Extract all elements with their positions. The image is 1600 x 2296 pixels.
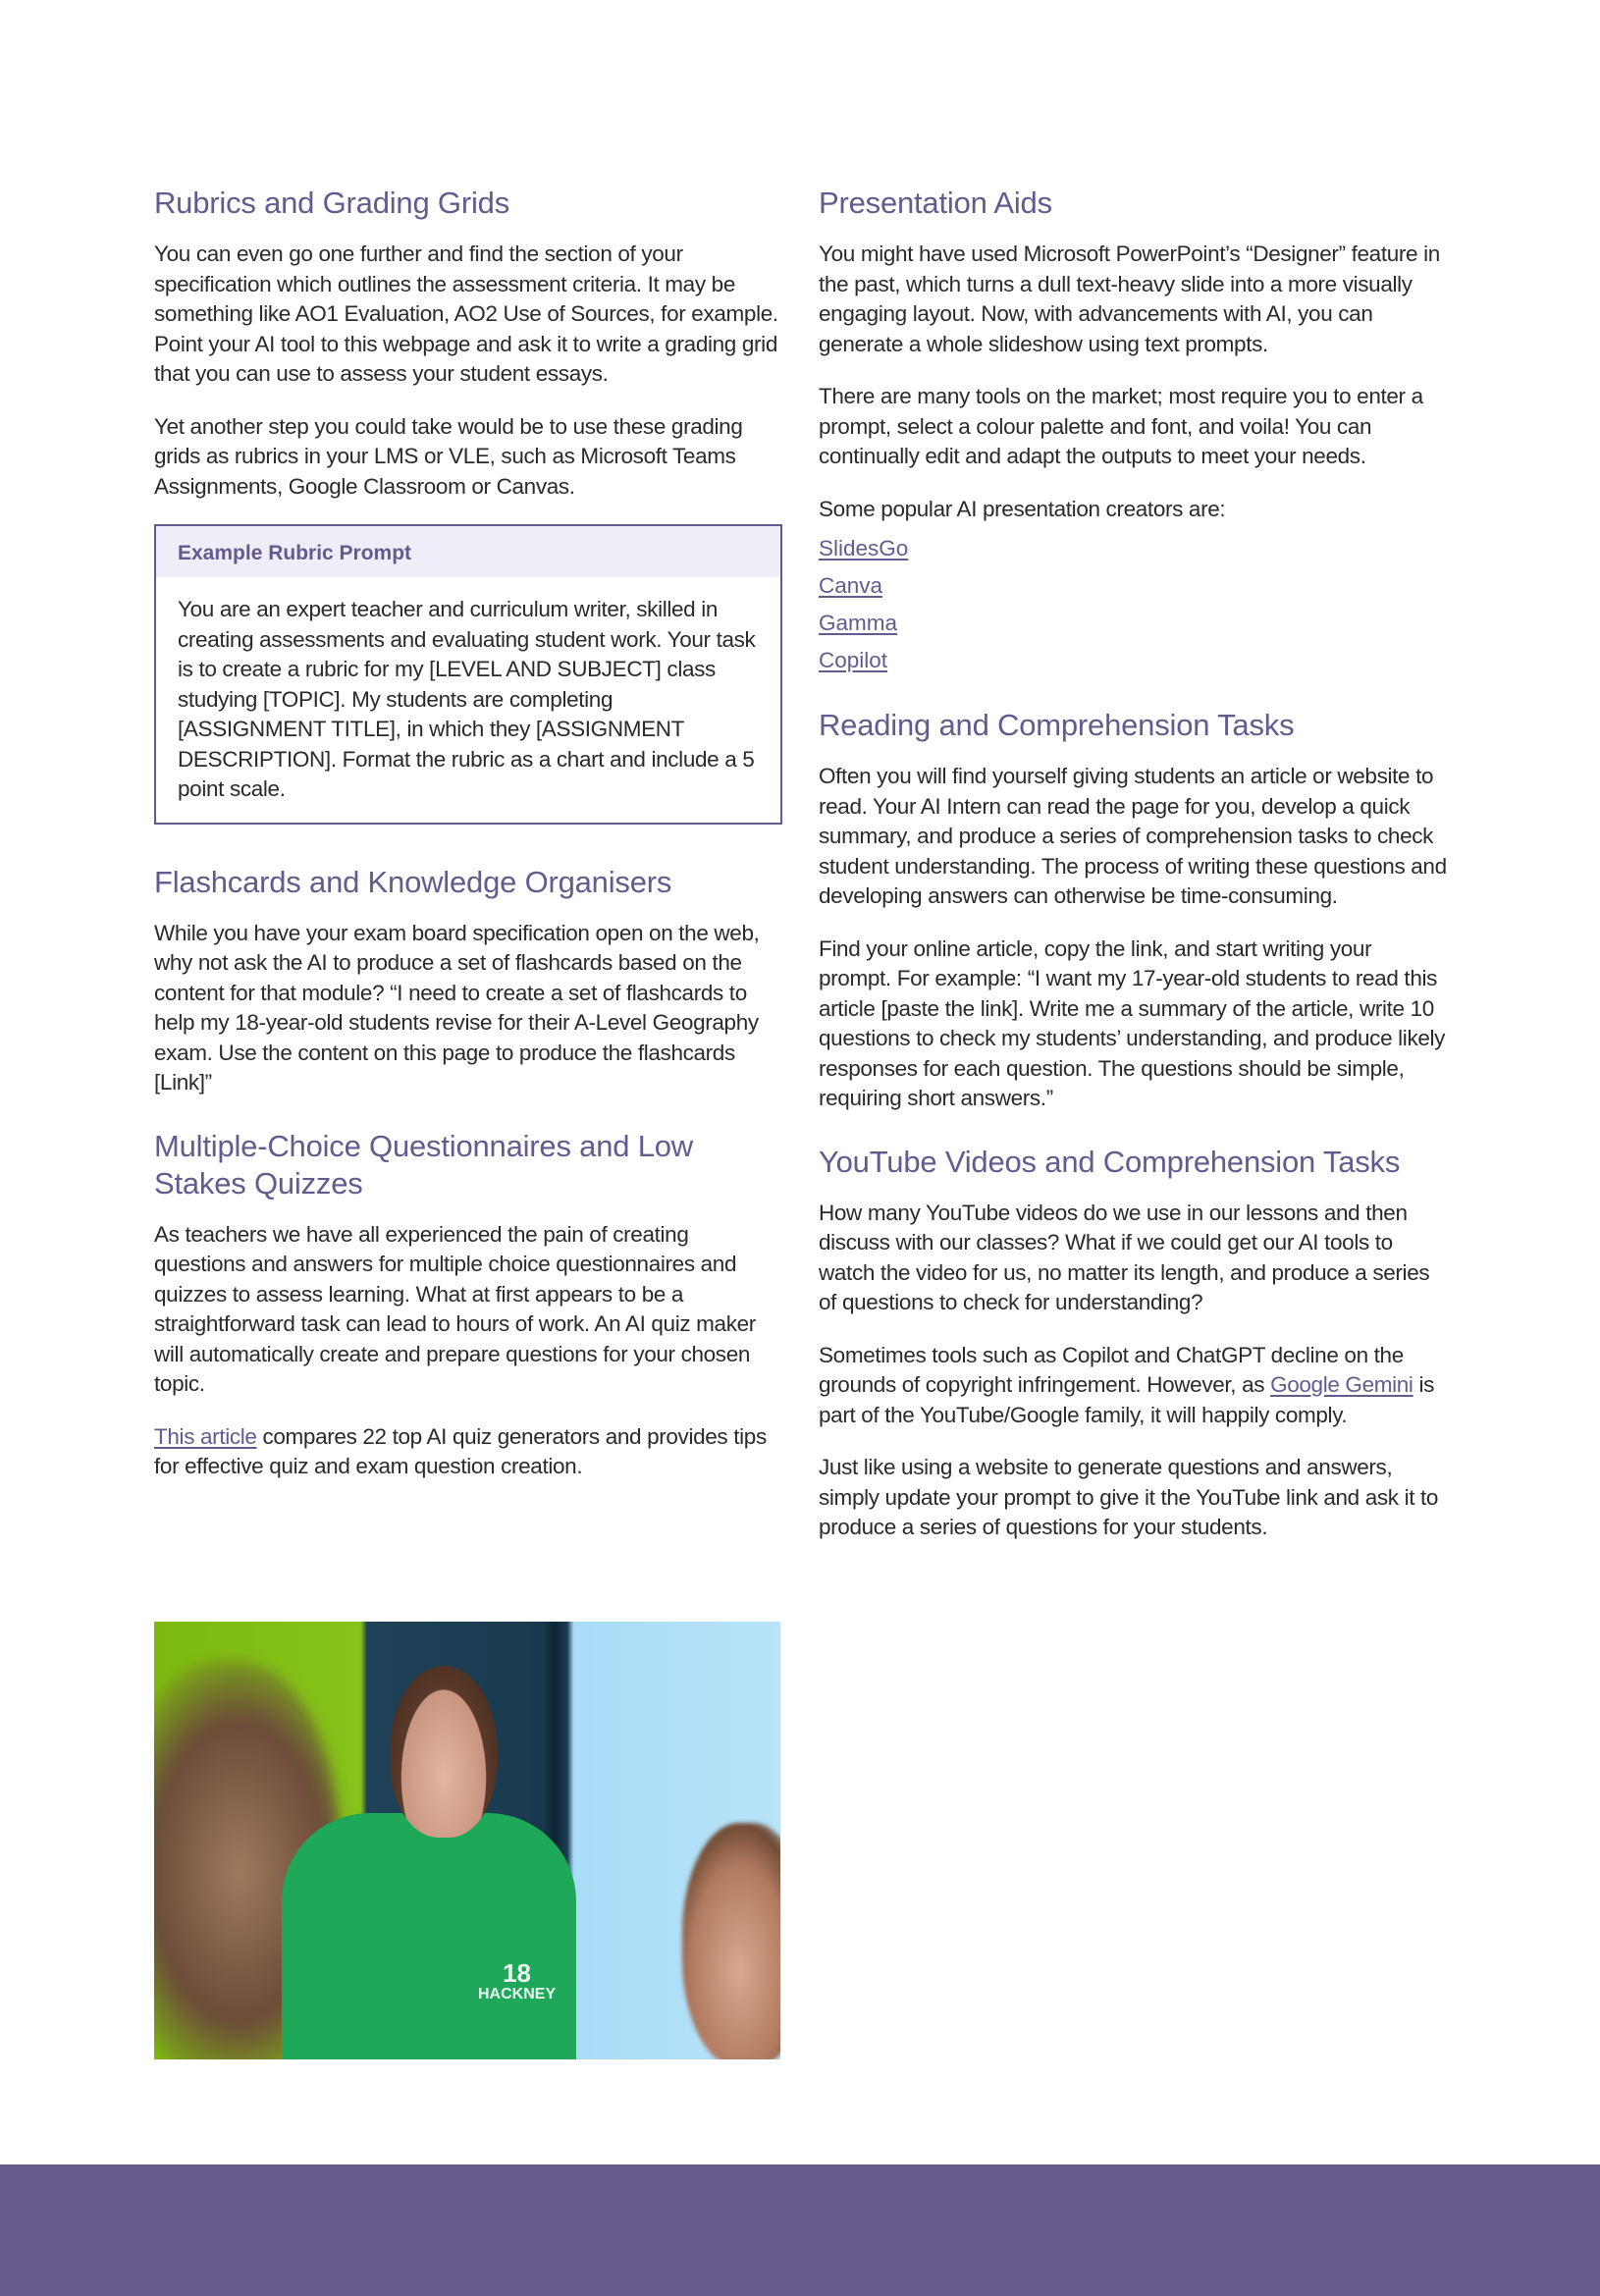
section-rubrics	[154, 185, 782, 825]
hoodie-print	[478, 1960, 556, 2003]
mcq-paragraph-1: As teachers we have all experienced the pain of creating questions and answers for multiple choice questionnaires and quizzes to assess learning. What at first appears to be a straightforward task can lead to hours of work. An AI quiz maker will automatically create and prepare questions for your chosen topic.	[154, 1221, 756, 1396]
student-photo	[154, 1622, 780, 2059]
youtube-paragraph-2-start: Sometimes tools such as Copilot and ChatGPT decline on the grounds of copyright infringement. However, as	[819, 1342, 1404, 1397]
list-item	[819, 605, 1447, 642]
section-youtube	[819, 1144, 1447, 1543]
youtube-paragraph-3: Just like using a website to generate questions and answers, simply update your prompt to give it the YouTube link and ask it to produce a series of questions for your students.	[819, 1455, 1439, 1539]
google-gemini-link[interactable]: Google Gemini	[1270, 1372, 1413, 1397]
youtube-paragraph-2-end: is part of the YouTube/Google family, it will happily comply.	[819, 1372, 1435, 1427]
blurred-side-face	[682, 1823, 780, 2059]
list-item	[819, 530, 1447, 567]
footer-band	[0, 2164, 1600, 2296]
right-column	[819, 185, 1447, 1566]
list-item	[819, 642, 1447, 679]
rubrics-paragraph-2: Yet another step you could take would be to use these grading grids as rubrics in your LMS or VLE, such as Microsoft Teams Assignments, Google Classroom or Canvas.	[154, 413, 743, 499]
slidesgo-link[interactable]: SlidesGo	[819, 536, 909, 561]
reading-paragraph-1: Often you will find yourself giving students an article or website to read. Your AI Intern can read the page for you, develop a quick summary, and produce a series of comprehension tasks to check student understanding. The process of writing these questions and developing answers can otherwise be time-consuming.	[819, 764, 1447, 908]
presentation-paragraph-3: Some popular AI presentation creators are:	[819, 496, 1226, 521]
mcq-paragraph-2-text: compares 22 top AI quiz generators and provides tips for effective quiz and exam question creation.	[154, 1423, 767, 1478]
reading-heading: Reading and Comprehension Tasks	[819, 708, 1295, 742]
gamma-link[interactable]: Gamma	[819, 611, 898, 635]
presentation-paragraph-1: You might have used Microsoft PowerPoint’s “Designer” feature in the past, which turns a dull text-heavy slide into a more visually engaging layout. Now, with advancements with AI, you can generate a whole slideshow using text prompts.	[819, 241, 1440, 356]
mcq-heading: Multiple-Choice Questionnaires and Low Stakes Quizzes	[154, 1128, 693, 1201]
section-presentation	[819, 185, 1447, 679]
youtube-paragraph-1: How many YouTube videos do we use in our lessons and then discuss with our classes? What if we could get our AI tools to watch the video for us, no matter its length, and produce a series of questions to check for understanding?	[819, 1200, 1430, 1314]
flashcards-heading: Flashcards and Knowledge Organisers	[154, 864, 672, 899]
flashcards-paragraph-1: While you have your exam board specification open on the web, why not ask the AI to produce a set of flashcards based on the content for that module? “I need to create a set of flashcards to help my 18-year-old students revise for their A-Level Geography exam. Use the content on this page to produce the flashcards [Link]”	[154, 920, 760, 1095]
rubrics-heading: Rubrics and Grading Grids	[154, 186, 509, 220]
reading-paragraph-2: Find your online article, copy the link, and start writing your prompt. For example: “I want my 17-year-old students to read this article [paste the link]. Write me a summary of the article, write 10 questions to check my students’ understanding, and produce likely responses for each question. The questions should be simple, requiring short answers.”	[819, 935, 1446, 1110]
example-rubric-prompt-box	[154, 524, 782, 825]
student-head	[390, 1666, 498, 1838]
left-column	[154, 185, 782, 1505]
green-hoodie	[282, 1813, 576, 2059]
presentation-heading: Presentation Aids	[819, 186, 1052, 220]
prompt-box-title: Example Rubric Prompt	[156, 526, 780, 577]
hoodie-print-text: HACKNEY	[478, 1986, 557, 2002]
section-flashcards	[154, 864, 782, 1098]
youtube-heading: YouTube Videos and Comprehension Tasks	[819, 1144, 1401, 1179]
section-reading	[819, 707, 1447, 1114]
section-mcq	[154, 1128, 782, 1482]
hoodie-print-number: 18	[503, 1958, 532, 1988]
rubrics-paragraph-1: You can even go one further and find the section of your specification which outlines the assessment criteria. It may be something like AO1 Evaluation, AO2 Use of Sources, for example. Point your AI tool to this webpage and ask it to write a grading grid that you can use to assess your student essays.	[154, 241, 778, 386]
prompt-box-body: You are an expert teacher and curriculum writer, skilled in creating assessments and evaluating student work. Your task is to create a rubric for my [LEVEL AND SUBJECT] class studying [TOPIC]. My students are completing [ASSIGNMENT TITLE], in which they [ASSIGNMENT DESCRIPTION]. Format the rubric as a chart and include a 5 point scale.	[178, 597, 756, 801]
mcq-paragraph-2	[154, 1422, 782, 1482]
this-article-link[interactable]: This article	[154, 1423, 257, 1449]
copilot-link[interactable]: Copilot	[819, 648, 888, 672]
presentation-tools-list	[819, 530, 1447, 679]
canva-link[interactable]: Canva	[819, 573, 883, 598]
presentation-paragraph-2: There are many tools on the market; most require you to enter a prompt, select a colour palette and font, and voila! You can continually edit and adapt the outputs to meet your needs.	[819, 384, 1423, 468]
youtube-paragraph-2	[819, 1341, 1447, 1431]
list-item	[819, 567, 1447, 605]
